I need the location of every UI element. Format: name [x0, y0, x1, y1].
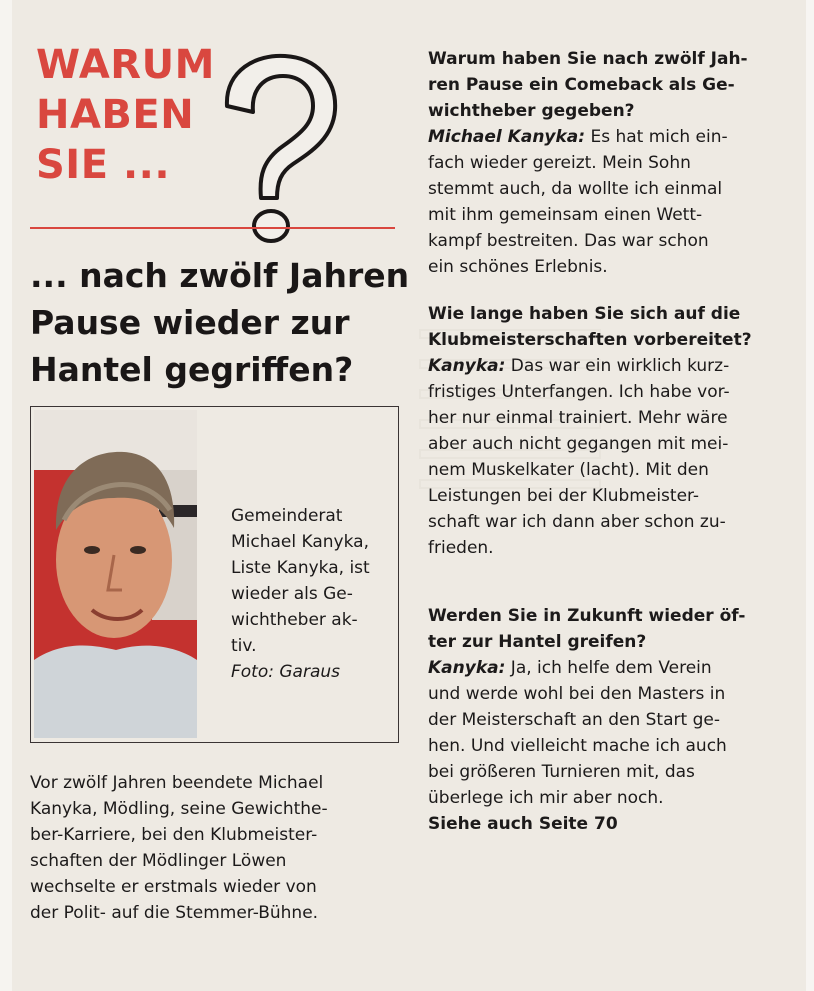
headline-line: Hantel gegriffen? — [30, 350, 354, 389]
answer-line: aber auch nicht gegangen mit mei- — [428, 434, 729, 454]
kicker-line: SIE ... — [36, 142, 171, 188]
answer-line: überlege ich mir aber noch. — [428, 788, 664, 808]
kicker-line: HABEN — [36, 92, 195, 138]
answer-line: und werde wohl bei den Masters in — [428, 684, 726, 704]
speaker-label: Michael Kanyka: — [428, 127, 586, 147]
answer-line — [428, 353, 798, 379]
answer-text: Ja, ich helfe dem Verein — [505, 658, 712, 678]
answer-line: bei größeren Turnieren mit, das — [428, 762, 695, 782]
question-line: ter zur Hantel greifen? — [428, 632, 647, 652]
intro-line: Kanyka, Mödling, seine Gewichthe- — [30, 799, 328, 819]
page-margin-left — [0, 0, 12, 991]
kicker-line: WARUM — [36, 42, 215, 88]
intro-paragraph — [30, 770, 410, 926]
answer-line: fristiges Unterfangen. Ich habe vor- — [428, 382, 730, 402]
question-line: Wie lange haben Sie sich auf die — [428, 304, 741, 324]
answer-line: her nur einmal trainiert. Mehr wäre — [428, 408, 728, 428]
question-mark-icon — [205, 48, 345, 248]
see-also-reference: Siehe auch Seite 70 — [428, 814, 618, 834]
paragraph-gap — [428, 561, 798, 582]
question-line: Werden Sie in Zukunft wieder öf- — [428, 606, 746, 626]
answer-line: hen. Und vielleicht mache ich auch — [428, 736, 727, 756]
photo-caption — [231, 503, 396, 685]
speaker-label: Kanyka: — [428, 356, 506, 376]
answer-text: Es hat mich ein- — [585, 127, 728, 147]
answer-line: nem Muskelkater (lacht). Mit den — [428, 460, 709, 480]
kicker-heading — [36, 40, 215, 190]
answer-line: mit ihm gemeinsam einen Wett- — [428, 205, 703, 225]
portrait-illustration — [34, 410, 197, 738]
question-line: Warum haben Sie nach zwölf Jah- — [428, 49, 748, 69]
caption-line: Liste Kanyka, ist — [231, 558, 370, 578]
page-margin-right — [806, 0, 814, 991]
answer-line — [428, 124, 798, 150]
caption-line: Michael Kanyka, — [231, 532, 369, 552]
intro-line: wechselte er erstmals wieder von — [30, 877, 317, 897]
paragraph-gap — [428, 280, 798, 301]
headline-line: ... nach zwölf Jahren — [30, 256, 410, 295]
answer-line: frieden. — [428, 538, 494, 558]
headline-line: Pause wieder zur — [30, 303, 350, 342]
photo-frame — [30, 406, 399, 743]
caption-line: tiv. — [231, 636, 257, 656]
intro-line: schaften der Mödlinger Löwen — [30, 851, 287, 871]
caption-line: wichtheber ak- — [231, 610, 358, 630]
interview-column — [428, 46, 798, 837]
paragraph-gap — [428, 582, 798, 603]
answer-line: fach wieder gereizt. Mein Sohn — [428, 153, 691, 173]
portrait-photo — [34, 410, 197, 738]
speaker-label: Kanyka: — [428, 658, 506, 678]
article-headline — [30, 252, 410, 393]
answer-line: stemmt auch, da wollte ich einmal — [428, 179, 723, 199]
answer-line: der Meisterschaft an den Start ge- — [428, 710, 720, 730]
question-line: Klubmeisterschaften vorbereitet? — [428, 330, 752, 350]
answer-line: kampf bestreiten. Das war schon — [428, 231, 709, 251]
intro-line: ber-Karriere, bei den Klubmeister- — [30, 825, 318, 845]
answer-line: Leistungen bei der Klubmeister- — [428, 486, 700, 506]
photo-credit: Foto: Garaus — [231, 662, 341, 682]
answer-line: schaft war ich dann aber schon zu- — [428, 512, 726, 532]
caption-line: wieder als Ge- — [231, 584, 353, 604]
question-line: ren Pause ein Comeback als Ge- — [428, 75, 735, 95]
intro-line: der Polit- auf die Stemmer-Bühne. — [30, 903, 319, 923]
caption-line: Gemeinderat — [231, 506, 343, 526]
answer-line — [428, 655, 798, 681]
answer-line: ein schönes Erlebnis. — [428, 257, 608, 277]
question-line: wichtheber gegeben? — [428, 101, 635, 121]
answer-text: Das war ein wirklich kurz- — [505, 356, 730, 376]
intro-line: Vor zwölf Jahren beendete Michael — [30, 773, 324, 793]
headline-divider — [30, 227, 395, 229]
